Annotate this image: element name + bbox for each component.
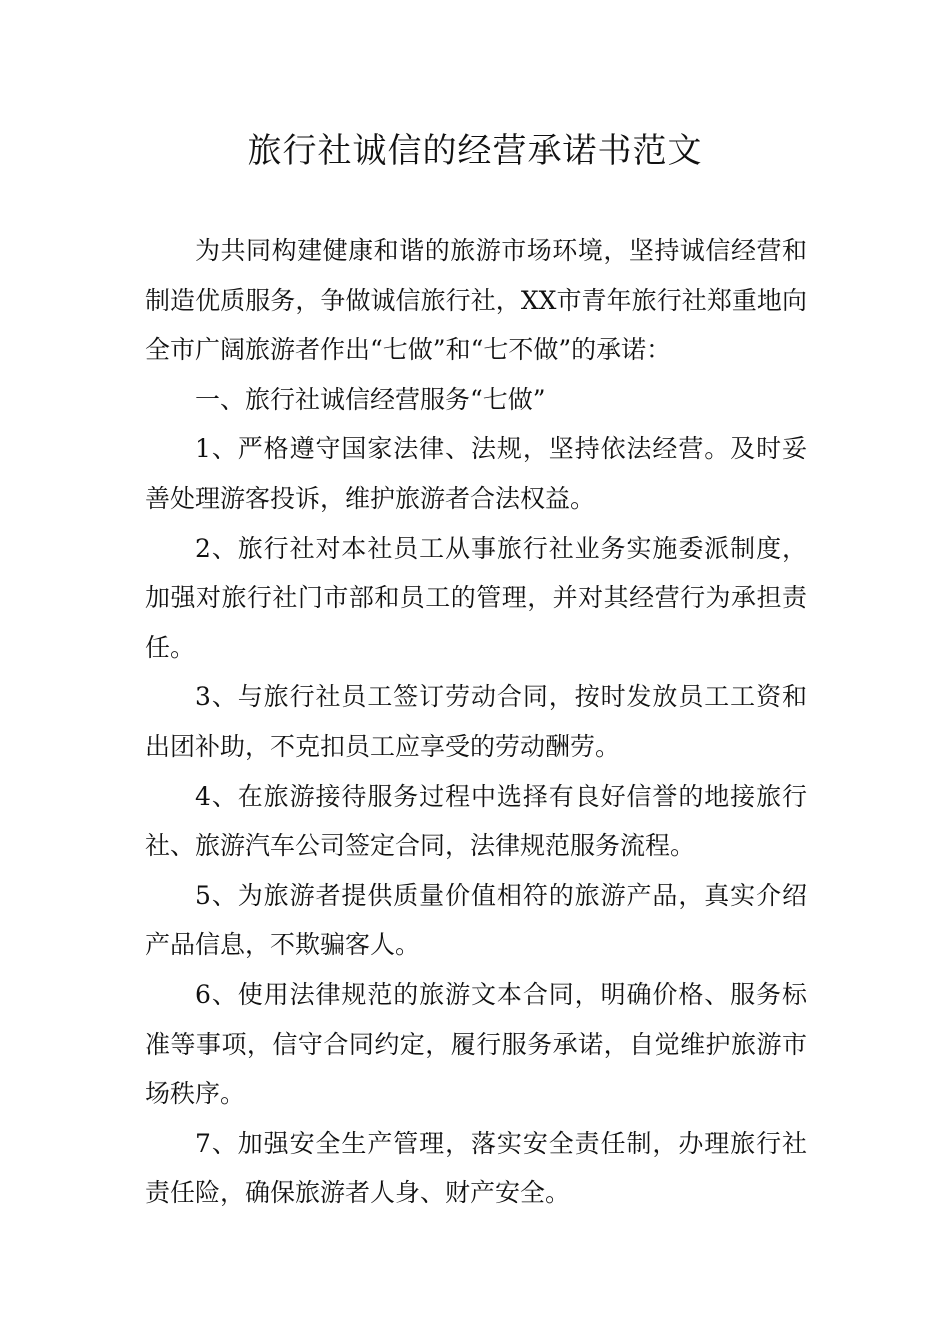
list-item: 5、为旅游者提供质量价值相符的旅游产品，真实介绍产品信息，不欺骗客人。 [145, 880, 807, 960]
document-body [145, 226, 807, 1218]
list-item: 7、加强安全生产管理，落实安全责任制，办理旅行社责任险，确保旅游者人身、财产安全。 [145, 1128, 807, 1208]
list-item: 2、旅行社对本社员工从事旅行社业务实施委派制度，加强对旅行社门市部和员工的管理，并对其经营行为承担责任。 [145, 533, 807, 662]
list-item: 4、在旅游接待服务过程中选择有良好信誉的地接旅行社、旅游汽车公司签定合同，法律规范服务流程。 [145, 781, 807, 861]
list-item: 3、与旅行社员工签订劳动合同，按时发放员工工资和出团补助，不克扣员工应享受的劳动酬劳。 [145, 682, 807, 761]
list-item: 1、严格遵守国家法律、法规，坚持依法经营。及时妥善处理游客投诉，维护旅游者合法权益。 [145, 434, 807, 513]
section-heading: 一、旅行社诚信经营服务“七做” [195, 384, 546, 414]
list-item: 6、使用法律规范的旅游文本合同，明确价格、服务标准等事项，信守合同约定，履行服务承诺，自觉维护旅游市场秩序。 [145, 979, 807, 1109]
document-title: 旅行社诚信的经营承诺书范文 [247, 131, 703, 171]
paragraph-intro: 为共同构建健康和谐的旅游市场环境，坚持诚信经营和制造优质服务，争做诚信旅行社，XX市青年旅行社郑重地向全市广阔旅游者作出“七做”和“七不做”的承诺： [145, 236, 807, 365]
